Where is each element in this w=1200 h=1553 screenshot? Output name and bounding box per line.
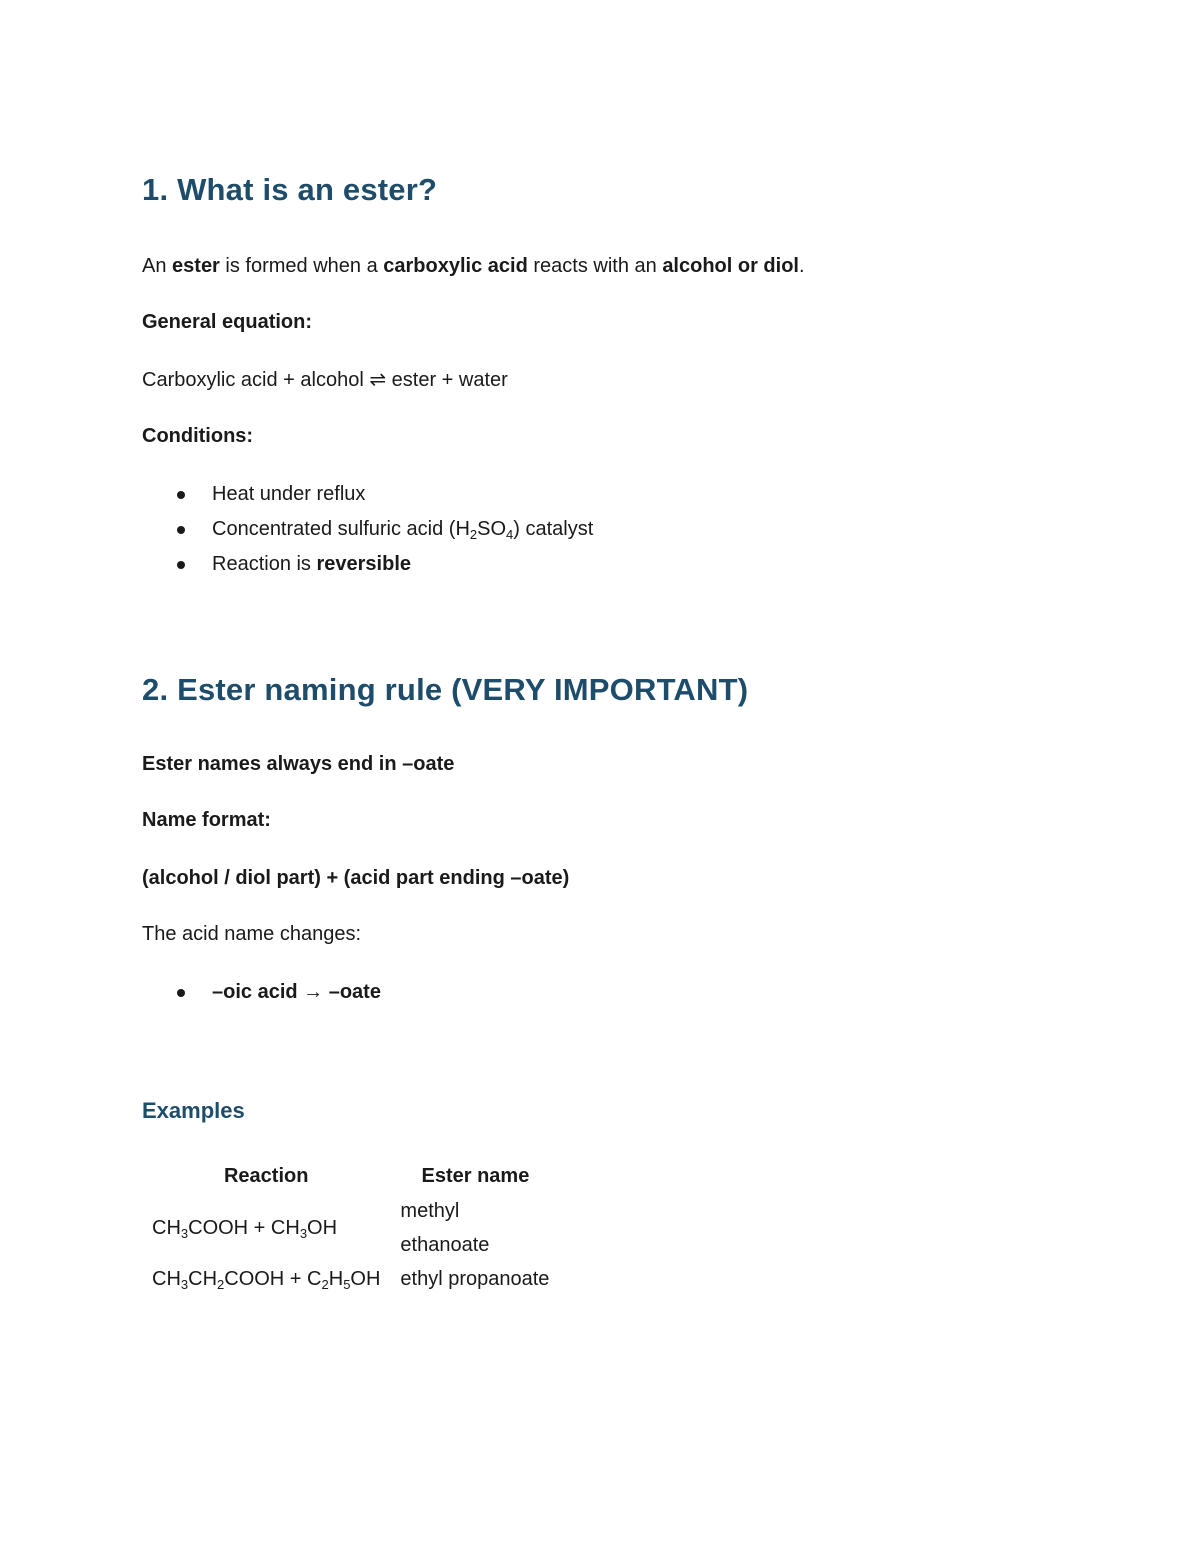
general-equation: Carboxylic acid + alcohol ⇌ ester + water [142, 369, 508, 391]
condition-text: Reaction is [212, 553, 317, 575]
bold-term-alcohol-or-diol: alcohol or diol [662, 255, 799, 277]
bullet-icon [177, 491, 185, 499]
naming-change-list [142, 980, 381, 1015]
reaction-cell: $CH_3COOH + CH_3OH$ [152, 1217, 338, 1241]
column-header-reaction: Reaction [223, 1165, 309, 1187]
examples-table [142, 1158, 560, 1296]
change-rule-text: –oic acid → –oate [212, 981, 381, 1003]
condition-text: Concentrated sulfuric acid (H [212, 518, 470, 540]
ester-definition [142, 254, 805, 278]
acid-name-changes-label: The acid name changes: [142, 923, 362, 945]
list-item [142, 980, 381, 1015]
condition-text: Heat under reflux [212, 483, 366, 505]
text-run: reacts with an [527, 255, 663, 277]
subscript: 4 [506, 527, 514, 542]
examples-heading: Examples [142, 1098, 245, 1123]
condition-text: ) catalyst [513, 518, 594, 540]
conditions-list [142, 482, 593, 587]
column-header-ester-name: Ester name [421, 1165, 530, 1187]
ending-rule: Ester names always end in –oate [142, 753, 455, 775]
section-2-heading: 2. Ester naming rule (VERY IMPORTANT) [142, 672, 749, 707]
bullet-icon [177, 989, 185, 997]
text-run: is formed when a [219, 255, 384, 277]
ester-name-cell: ethyl propanoate [400, 1268, 550, 1290]
table-row [142, 1194, 560, 1262]
bullet-icon [177, 526, 185, 534]
list-item [142, 482, 593, 517]
bold-term-ester: ester [172, 255, 220, 277]
table-header-row [142, 1158, 560, 1194]
conditions-label: Conditions: [142, 425, 254, 447]
general-equation-label: General equation: [142, 311, 313, 333]
text-run: An [142, 255, 173, 277]
name-format: (alcohol / diol part) + (acid part ending –oate) [142, 867, 570, 889]
table-row [142, 1262, 560, 1296]
list-item [142, 517, 593, 552]
bold-term-reversible: reversible [316, 553, 412, 575]
bullet-icon [177, 561, 185, 569]
condition-text: SO [477, 518, 507, 540]
subscript: 2 [469, 527, 478, 542]
bold-term-carboxylic-acid: carboxylic acid [383, 255, 528, 277]
reaction-cell: $CH_3CH_2COOH + C_2H_5OH$ [152, 1268, 381, 1292]
text-run: . [798, 255, 805, 277]
list-item [142, 552, 593, 587]
ester-name-cell: methyl ethanoate [400, 1200, 490, 1256]
section-1-heading: 1. What is an ester? [142, 172, 438, 207]
name-format-label: Name format: [142, 809, 271, 831]
